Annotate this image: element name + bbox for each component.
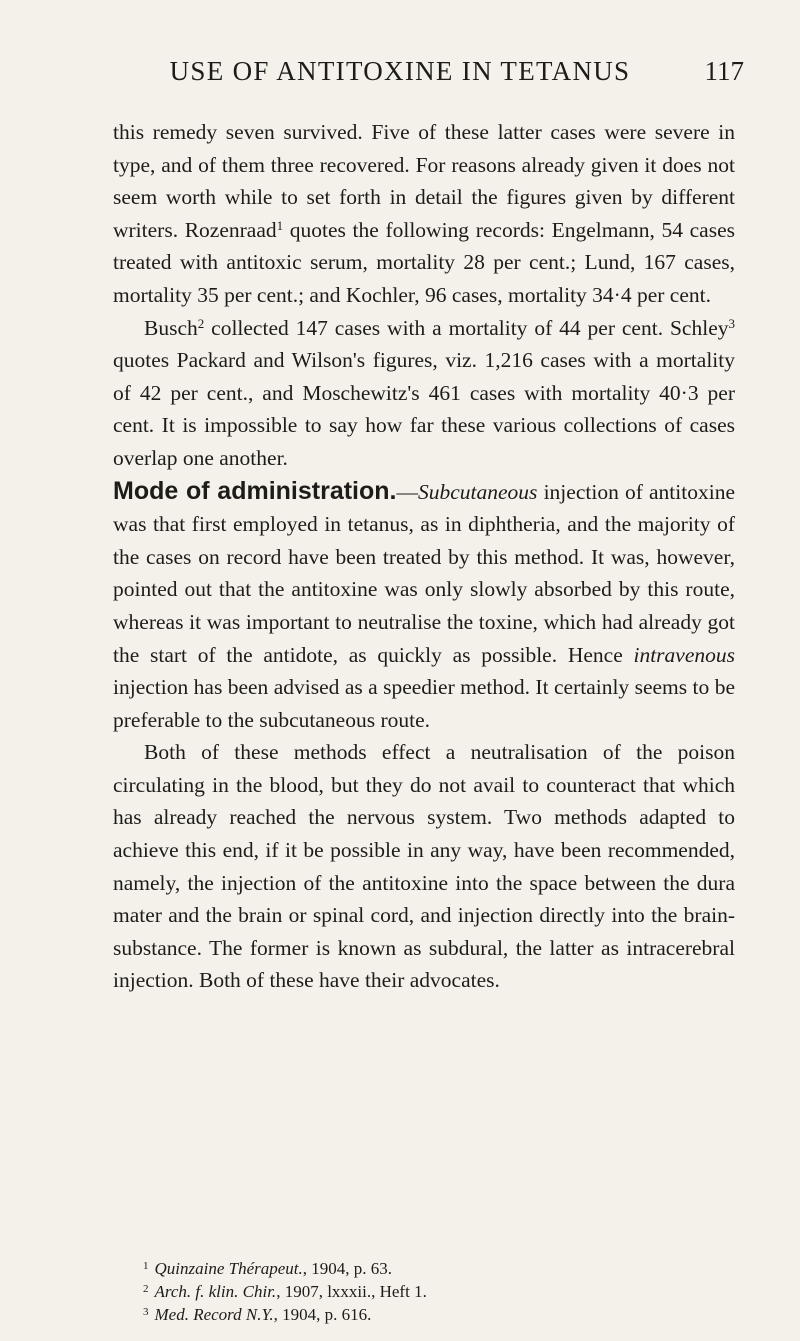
paragraph-1-text-a: this remedy seven survived. Five of these latter cases were severe in type, and of them three recovered. For reasons already given it does not seem worth while to set forth in detail the figures given by different writers. Rozenraad [113, 120, 735, 242]
paragraph-2-text-a: Busch [144, 315, 198, 340]
paragraph-4-text: Both of these methods effect a neutralisation of the poison circulating in the blood, but they do not avail to counteract that which has already reached the nervous system. Two methods adapted to achieve this end, if it be possible in any way, have been recommended, namely, the injection of the antitoxine into the space between the dura mater and the brain or spinal cord, and injection directly into the brain-substance. The former is known as subdural, the latter as intracerebral injection. Both of these have their advocates. [113, 740, 735, 993]
footnote-number: 1 [143, 1260, 149, 1272]
footnote-source: Arch. f. klin. Chir. [154, 1282, 277, 1301]
footnote-ref-2: 2 [197, 315, 205, 331]
footnote-detail: , 1907, lxxxii., Heft 1. [276, 1282, 427, 1301]
emphasis-subcutaneous: Subcutaneous [418, 479, 538, 504]
footnote-3 [143, 1302, 663, 1325]
main-text [113, 116, 735, 997]
section-heading: Mode of administration. [113, 476, 397, 505]
paragraph-2-text-c: quotes Packard and Wilson's figures, viz. 1,216 cases with a mortality of 42 per cent., and Moschewitz's 461 cases with mortality 40·3 per cent. It is impossible to say how far these various collections of cases overlap one another. [113, 348, 735, 470]
paragraph-1 [113, 116, 735, 312]
paragraph-3 [113, 475, 735, 737]
page-header [0, 56, 800, 90]
page-number: 117 [704, 56, 744, 86]
footnote-source: Med. Record N.Y. [154, 1305, 274, 1324]
paragraph-3-text-b: injection has been advised as a speedier method. It certainly seems to be preferable to the subcutaneous route. [113, 675, 735, 732]
footnote-detail: , 1904, p. 63. [302, 1259, 393, 1278]
footnotes [143, 1256, 663, 1325]
paragraph-3-text-a: injection of antitoxine was that first employed in tetanus, as in diphtheria, and the majority of the cases on record have been treated by this method. It was, however, pointed out that the antitoxine was only slowly absorbed by this route, whereas it was important to neutralise the toxine, which had already got the start of the antidote, as quickly as possible. Hence [113, 479, 735, 667]
running-title: USE OF ANTITOXINE IN TETANUS [169, 56, 631, 86]
footnote-ref-1: 1 [276, 217, 284, 233]
heading-dash: — [396, 479, 418, 504]
footnote-number: 2 [143, 1283, 149, 1295]
footnote-ref-3: 3 [728, 315, 735, 331]
footnote-detail: , 1904, p. 616. [273, 1305, 372, 1324]
paragraph-2-text-b: collected 147 cases with a mortality of 44 per cent. Schley [204, 315, 729, 340]
emphasis-intravenous: intravenous [633, 642, 735, 667]
footnote-source: Quinzaine Thérapeut. [154, 1259, 303, 1278]
footnote-number: 3 [143, 1306, 149, 1318]
paragraph-1-text-b: quotes the following records: Engelmann, 54 cases treated with antitoxic serum, mortality 28 per cent.; Lund, 167 cases, mortality 35 per cent.; and Kochler, 96 cases, mortality 34·4 per cent. [113, 217, 736, 307]
footnote-2 [143, 1279, 663, 1302]
paragraph-2 [113, 312, 735, 475]
paragraph-4 [113, 736, 735, 997]
footnote-1 [143, 1256, 663, 1279]
